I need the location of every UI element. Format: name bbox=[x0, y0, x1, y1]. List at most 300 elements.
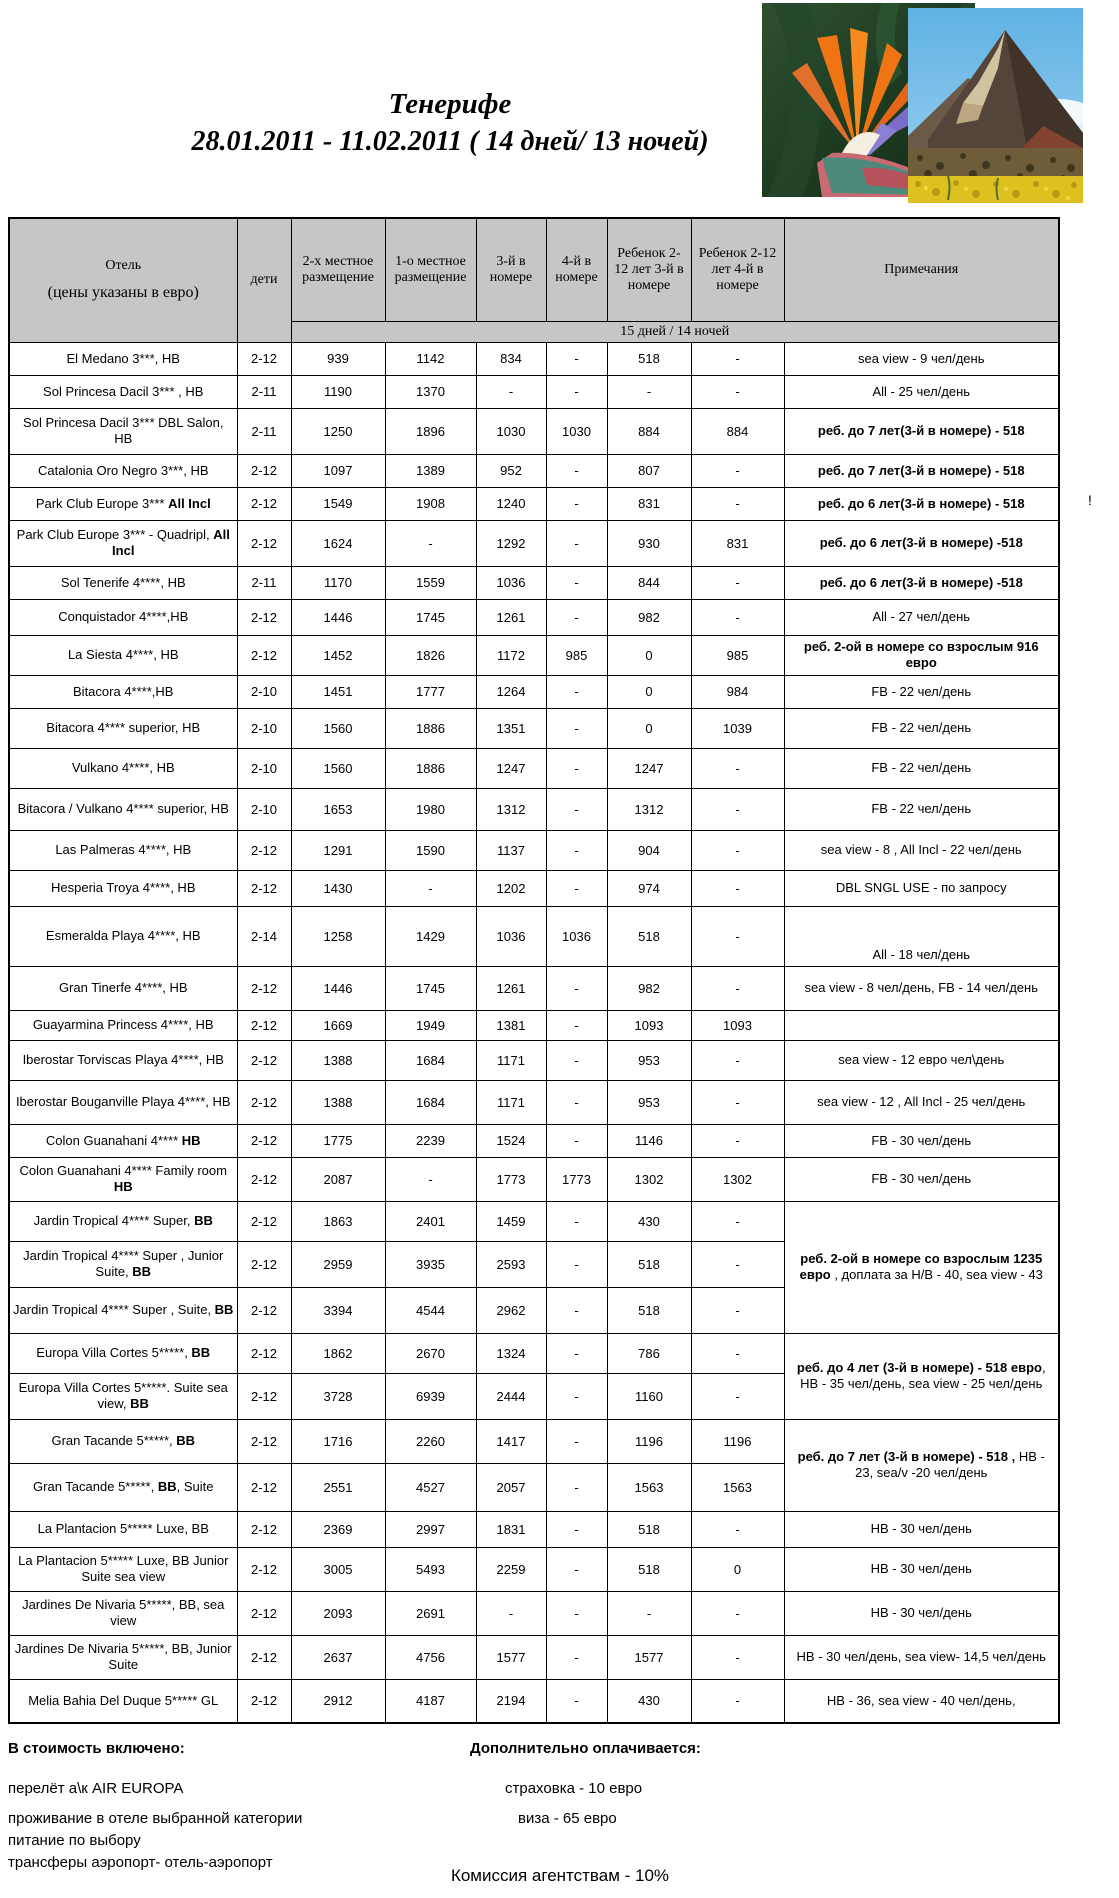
price-cell: 518 bbox=[607, 342, 691, 375]
hotel-cell: Colon Guanahani 4**** Family room HB bbox=[9, 1157, 237, 1201]
price-cell: 807 bbox=[607, 454, 691, 487]
hotel-cell: Europa Villa Cortes 5*****, BB bbox=[9, 1333, 237, 1373]
price-cell: 1563 bbox=[607, 1463, 691, 1511]
column-header-hotel: Отель (цены указаны в евро) bbox=[9, 218, 237, 342]
price-cell: 1777 bbox=[385, 675, 476, 708]
price-cell: - bbox=[546, 1419, 607, 1463]
note-cell: FB - 30 чел/день bbox=[784, 1157, 1059, 1201]
price-cell: 3394 bbox=[291, 1287, 385, 1333]
price-cell: - bbox=[691, 1373, 784, 1419]
price-cell: - bbox=[546, 1463, 607, 1511]
kids-age-cell: 2-12 bbox=[237, 1463, 291, 1511]
kids-age-cell: 2-12 bbox=[237, 454, 291, 487]
kids-age-cell: 2-11 bbox=[237, 566, 291, 599]
price-cell: - bbox=[546, 1241, 607, 1287]
price-cell: 3935 bbox=[385, 1241, 476, 1287]
note-cell: HB - 30 чел/день bbox=[784, 1511, 1059, 1547]
price-cell: 4756 bbox=[385, 1635, 476, 1679]
price-cell: 952 bbox=[476, 454, 546, 487]
hotel-cell: Las Palmeras 4****, HB bbox=[9, 830, 237, 870]
column-header-third: 3-й в номере bbox=[476, 218, 546, 321]
price-cell: 953 bbox=[607, 1080, 691, 1124]
price-cell: 1250 bbox=[291, 408, 385, 454]
hotel-cell: Jardines De Nivaria 5*****, BB, sea view bbox=[9, 1591, 237, 1635]
note-cell: реб. до 6 лет(3-й в номере) -518 bbox=[784, 520, 1059, 566]
price-cell: 4544 bbox=[385, 1287, 476, 1333]
hotel-cell: Europa Villa Cortes 5*****. Suite sea view, BB bbox=[9, 1373, 237, 1419]
price-cell: - bbox=[546, 1373, 607, 1419]
kids-age-cell: 2-12 bbox=[237, 1591, 291, 1635]
price-cell: 1389 bbox=[385, 454, 476, 487]
price-cell: 1171 bbox=[476, 1080, 546, 1124]
column-header-kids: дети bbox=[237, 218, 291, 342]
price-cell: 930 bbox=[607, 520, 691, 566]
price-cell: 985 bbox=[691, 635, 784, 675]
price-cell: - bbox=[691, 454, 784, 487]
price-cell: - bbox=[385, 870, 476, 906]
price-cell: 939 bbox=[291, 342, 385, 375]
hotel-cell: Bitacora 4****,HB bbox=[9, 675, 237, 708]
price-cell: 1097 bbox=[291, 454, 385, 487]
note-cell: sea view - 12 евро чел\день bbox=[784, 1040, 1059, 1080]
price-cell: 1459 bbox=[476, 1201, 546, 1241]
price-cell: - bbox=[546, 1635, 607, 1679]
table-row bbox=[9, 408, 1059, 454]
price-cell: 0 bbox=[691, 1547, 784, 1591]
price-cell: - bbox=[546, 1333, 607, 1373]
price-cell: 1826 bbox=[385, 635, 476, 675]
price-cell: - bbox=[691, 1040, 784, 1080]
price-cell: 985 bbox=[546, 635, 607, 675]
price-cell: - bbox=[546, 1124, 607, 1157]
note-cell: sea view - 9 чел/день bbox=[784, 342, 1059, 375]
column-header-child4: Ребенок 2-12 лет 4-й в номере bbox=[691, 218, 784, 321]
hotel-cell: El Medano 3***, HB bbox=[9, 342, 237, 375]
table-row bbox=[9, 342, 1059, 375]
table-body bbox=[9, 342, 1059, 1723]
price-cell: 982 bbox=[607, 599, 691, 635]
price-cell: 1590 bbox=[385, 830, 476, 870]
hotel-cell: Jardin Tropical 4**** Super , Suite, BB bbox=[9, 1287, 237, 1333]
price-cell: 982 bbox=[607, 966, 691, 1010]
price-cell: - bbox=[691, 599, 784, 635]
price-cell: - bbox=[691, 487, 784, 520]
extra-item-visa: виза - 65 евро bbox=[518, 1810, 617, 1827]
note-cell: FB - 22 чел/день bbox=[784, 675, 1059, 708]
price-cell: - bbox=[691, 1679, 784, 1723]
extra-item-insurance: страховка - 10 евро bbox=[505, 1780, 643, 1797]
included-item-hotel: проживание в отеле выбранной категории bbox=[8, 1810, 303, 1827]
price-cell: - bbox=[546, 1511, 607, 1547]
price-cell: 1886 bbox=[385, 748, 476, 788]
price-cell: - bbox=[691, 830, 784, 870]
price-cell: 1773 bbox=[546, 1157, 607, 1201]
hotel-cell: La Plantacion 5***** Luxe, BB bbox=[9, 1511, 237, 1547]
price-cell: 1146 bbox=[607, 1124, 691, 1157]
price-cell: 3005 bbox=[291, 1547, 385, 1591]
kids-age-cell: 2-12 bbox=[237, 1333, 291, 1373]
price-cell: - bbox=[546, 1040, 607, 1080]
price-cell: 5493 bbox=[385, 1547, 476, 1591]
note-cell: HB - 30 чел/день bbox=[784, 1591, 1059, 1635]
price-cell: - bbox=[691, 1124, 784, 1157]
hotel-cell: La Siesta 4****, HB bbox=[9, 635, 237, 675]
note-cell: sea view - 8 чел/день, FB - 14 чел/день bbox=[784, 966, 1059, 1010]
price-cell: 1030 bbox=[476, 408, 546, 454]
kids-age-cell: 2-11 bbox=[237, 408, 291, 454]
kids-age-cell: 2-10 bbox=[237, 675, 291, 708]
price-cell: 1312 bbox=[476, 788, 546, 830]
price-cell: 1172 bbox=[476, 635, 546, 675]
price-cell: 1446 bbox=[291, 599, 385, 635]
price-cell: 844 bbox=[607, 566, 691, 599]
table-row bbox=[9, 1511, 1059, 1547]
price-cell: 1684 bbox=[385, 1040, 476, 1080]
note-cell: реб. до 7 лет (3-й в номере) - 518 , HB - 23, sea/v -20 чел/день bbox=[784, 1419, 1059, 1511]
price-cell: - bbox=[546, 1010, 607, 1040]
note-cell: All - 25 чел/день bbox=[784, 375, 1059, 408]
table-row bbox=[9, 675, 1059, 708]
price-cell: 1351 bbox=[476, 708, 546, 748]
price-cell: 1559 bbox=[385, 566, 476, 599]
kids-age-cell: 2-12 bbox=[237, 1080, 291, 1124]
kids-age-cell: 2-10 bbox=[237, 708, 291, 748]
hotel-cell: Sol Tenerife 4****, HB bbox=[9, 566, 237, 599]
column-header-double: 2-х местное размещение bbox=[291, 218, 385, 321]
price-cell: 518 bbox=[607, 1287, 691, 1333]
price-cell: 2194 bbox=[476, 1679, 546, 1723]
price-cell: - bbox=[691, 342, 784, 375]
note-cell: реб. до 6 лет(3-й в номере) - 518 bbox=[784, 487, 1059, 520]
table-header bbox=[9, 218, 1059, 342]
teide-mountain-photo bbox=[908, 8, 1083, 203]
kids-age-cell: 2-12 bbox=[237, 966, 291, 1010]
price-cell: 1775 bbox=[291, 1124, 385, 1157]
price-cell: 1247 bbox=[607, 748, 691, 788]
price-cell: 1863 bbox=[291, 1201, 385, 1241]
price-cell: 2093 bbox=[291, 1591, 385, 1635]
note-cell: реб. до 4 лет (3-й в номере) - 518 евро, HB - 35 чел/день, sea view - 25 чел/день bbox=[784, 1333, 1059, 1419]
price-cell: 1381 bbox=[476, 1010, 546, 1040]
price-cell: 1452 bbox=[291, 635, 385, 675]
price-cell: 0 bbox=[607, 635, 691, 675]
price-cell: - bbox=[476, 375, 546, 408]
price-cell: - bbox=[691, 1511, 784, 1547]
note-cell: sea view - 12 , All Incl - 25 чел/день bbox=[784, 1080, 1059, 1124]
price-cell: - bbox=[607, 375, 691, 408]
note-cell: All - 18 чел/день bbox=[784, 906, 1059, 966]
price-cell: 430 bbox=[607, 1201, 691, 1241]
price-cell: 0 bbox=[607, 675, 691, 708]
price-cell: - bbox=[546, 1679, 607, 1723]
price-cell: 6939 bbox=[385, 1373, 476, 1419]
price-cell: 2087 bbox=[291, 1157, 385, 1201]
price-cell: 1684 bbox=[385, 1080, 476, 1124]
price-cell: - bbox=[546, 375, 607, 408]
price-cell: - bbox=[691, 1333, 784, 1373]
price-cell: 1669 bbox=[291, 1010, 385, 1040]
kids-age-cell: 2-10 bbox=[237, 748, 291, 788]
price-cell: 518 bbox=[607, 906, 691, 966]
price-cell: 430 bbox=[607, 1679, 691, 1723]
price-cell: 2593 bbox=[476, 1241, 546, 1287]
hotel-cell: Bitacora 4**** superior, HB bbox=[9, 708, 237, 748]
price-cell: 518 bbox=[607, 1511, 691, 1547]
table-row bbox=[9, 966, 1059, 1010]
extra-title: Дополнительно оплачивается: bbox=[470, 1740, 701, 1757]
kids-age-cell: 2-12 bbox=[237, 1679, 291, 1723]
hotel-cell: Conquistador 4****,HB bbox=[9, 599, 237, 635]
price-cell: 2369 bbox=[291, 1511, 385, 1547]
note-cell: FB - 22 чел/день bbox=[784, 788, 1059, 830]
price-cell: 1039 bbox=[691, 708, 784, 748]
price-cell: 1170 bbox=[291, 566, 385, 599]
hotel-cell: Vulkano 4****, HB bbox=[9, 748, 237, 788]
table-row bbox=[9, 1201, 1059, 1241]
price-cell: 1831 bbox=[476, 1511, 546, 1547]
table-row bbox=[9, 1040, 1059, 1080]
price-cell: 1261 bbox=[476, 599, 546, 635]
note-cell: реб. 2-ой в номере со взрослым 916 евро bbox=[784, 635, 1059, 675]
price-cell: 1451 bbox=[291, 675, 385, 708]
note-cell: All - 27 чел/день bbox=[784, 599, 1059, 635]
kids-age-cell: 2-12 bbox=[237, 1419, 291, 1463]
price-cell: 1549 bbox=[291, 487, 385, 520]
kids-age-cell: 2-12 bbox=[237, 342, 291, 375]
kids-age-cell: 2-12 bbox=[237, 830, 291, 870]
price-cell: - bbox=[546, 748, 607, 788]
price-cell: 1258 bbox=[291, 906, 385, 966]
kids-age-cell: 2-12 bbox=[237, 635, 291, 675]
price-cell: - bbox=[691, 1635, 784, 1679]
note-cell: реб. до 7 лет(3-й в номере) - 518 bbox=[784, 454, 1059, 487]
price-table bbox=[8, 217, 1060, 1724]
column-header-notes: Примечания bbox=[784, 218, 1059, 321]
price-cell: 1430 bbox=[291, 870, 385, 906]
table-row bbox=[9, 487, 1059, 520]
price-cell: 1324 bbox=[476, 1333, 546, 1373]
note-cell: sea view - 8 , All Incl - 22 чел/день bbox=[784, 830, 1059, 870]
price-cell: - bbox=[691, 966, 784, 1010]
price-cell: 1093 bbox=[691, 1010, 784, 1040]
price-cell: - bbox=[546, 1287, 607, 1333]
kids-age-cell: 2-12 bbox=[237, 870, 291, 906]
table-row bbox=[9, 520, 1059, 566]
price-cell: 1624 bbox=[291, 520, 385, 566]
price-cell: - bbox=[691, 566, 784, 599]
table-row bbox=[9, 708, 1059, 748]
hotel-cell: Bitacora / Vulkano 4**** superior, HB bbox=[9, 788, 237, 830]
hotel-cell: La Plantacion 5***** Luxe, BB Junior Suite sea view bbox=[9, 1547, 237, 1591]
note-cell: реб. 2-ой в номере со взрослым 1235 евро , доплата за Н/В - 40, sea view - 43 bbox=[784, 1201, 1059, 1333]
table-row bbox=[9, 830, 1059, 870]
kids-age-cell: 2-12 bbox=[237, 1157, 291, 1201]
price-cell: 1202 bbox=[476, 870, 546, 906]
price-cell: 2691 bbox=[385, 1591, 476, 1635]
price-cell: 831 bbox=[691, 520, 784, 566]
price-cell: 974 bbox=[607, 870, 691, 906]
price-cell: - bbox=[546, 1591, 607, 1635]
hotel-cell: Park Club Europe 3*** All Incl bbox=[9, 487, 237, 520]
price-cell: 1160 bbox=[607, 1373, 691, 1419]
price-cell: - bbox=[691, 375, 784, 408]
kids-age-cell: 2-12 bbox=[237, 1373, 291, 1419]
price-cell: - bbox=[476, 1591, 546, 1635]
price-cell: 1745 bbox=[385, 599, 476, 635]
hotel-cell: Park Club Europe 3*** - Quadripl, All Incl bbox=[9, 520, 237, 566]
price-cell: - bbox=[691, 906, 784, 966]
price-cell: 831 bbox=[607, 487, 691, 520]
price-cell: - bbox=[691, 1080, 784, 1124]
price-cell: - bbox=[546, 675, 607, 708]
price-cell: 984 bbox=[691, 675, 784, 708]
price-cell: - bbox=[546, 870, 607, 906]
price-cell: 4187 bbox=[385, 1679, 476, 1723]
hotel-cell: Guayarmina Princess 4****, HB bbox=[9, 1010, 237, 1040]
price-cell: 2912 bbox=[291, 1679, 385, 1723]
kids-age-cell: 2-11 bbox=[237, 375, 291, 408]
price-cell: 884 bbox=[607, 408, 691, 454]
included-item-transfers: трансферы аэропорт- отель-аэропорт bbox=[8, 1854, 273, 1871]
price-cell: 1030 bbox=[546, 408, 607, 454]
price-cell: 2444 bbox=[476, 1373, 546, 1419]
note-cell: реб. до 6 лет(3-й в номере) -518 bbox=[784, 566, 1059, 599]
price-cell: 1264 bbox=[476, 675, 546, 708]
price-cell: 2259 bbox=[476, 1547, 546, 1591]
price-cell: - bbox=[691, 1241, 784, 1287]
price-cell: - bbox=[546, 1080, 607, 1124]
price-cell: 1171 bbox=[476, 1040, 546, 1080]
table-row bbox=[9, 748, 1059, 788]
price-cell: 1302 bbox=[607, 1157, 691, 1201]
price-cell: 2260 bbox=[385, 1419, 476, 1463]
price-cell: - bbox=[546, 788, 607, 830]
price-cell: 1886 bbox=[385, 708, 476, 748]
hotel-cell: Melia Bahia Del Duque 5***** GL bbox=[9, 1679, 237, 1723]
table-row bbox=[9, 870, 1059, 906]
hotel-cell: Iberostar Torviscas Playa 4****, HB bbox=[9, 1040, 237, 1080]
table-row bbox=[9, 1635, 1059, 1679]
price-cell: 1036 bbox=[476, 906, 546, 966]
kids-age-cell: 2-12 bbox=[237, 1040, 291, 1080]
price-cell: 1653 bbox=[291, 788, 385, 830]
hotel-cell: Gran Tacande 5*****, BB bbox=[9, 1419, 237, 1463]
price-cell: 2551 bbox=[291, 1463, 385, 1511]
price-cell: 1302 bbox=[691, 1157, 784, 1201]
price-cell: - bbox=[691, 788, 784, 830]
hotel-cell: Jardines De Nivaria 5*****, BB, Junior Suite bbox=[9, 1635, 237, 1679]
kids-age-cell: 2-12 bbox=[237, 1241, 291, 1287]
kids-age-cell: 2-12 bbox=[237, 520, 291, 566]
hotel-cell: Gran Tacande 5*****, BB, Suite bbox=[9, 1463, 237, 1511]
price-cell: 1312 bbox=[607, 788, 691, 830]
kids-age-cell: 2-12 bbox=[237, 487, 291, 520]
price-cell: - bbox=[546, 599, 607, 635]
table-row bbox=[9, 454, 1059, 487]
date-range: 28.01.2011 - 11.02.2011 ( 14 дней/ 13 ночей) bbox=[191, 126, 709, 157]
destination-title: Тенерифе bbox=[388, 88, 512, 120]
price-cell: 834 bbox=[476, 342, 546, 375]
column-header-fourth: 4-й в номере bbox=[546, 218, 607, 321]
price-cell: 1862 bbox=[291, 1333, 385, 1373]
price-cell: 1908 bbox=[385, 487, 476, 520]
price-cell: - bbox=[546, 830, 607, 870]
price-cell: - bbox=[691, 870, 784, 906]
table-row bbox=[9, 1333, 1059, 1373]
note-cell: FB - 22 чел/день bbox=[784, 748, 1059, 788]
kids-age-cell: 2-12 bbox=[237, 599, 291, 635]
price-cell: 1577 bbox=[476, 1635, 546, 1679]
table-row bbox=[9, 1010, 1059, 1040]
kids-age-cell: 2-12 bbox=[237, 1547, 291, 1591]
table-row bbox=[9, 635, 1059, 675]
price-cell: 1524 bbox=[476, 1124, 546, 1157]
table-row bbox=[9, 788, 1059, 830]
price-cell: 1196 bbox=[691, 1419, 784, 1463]
price-cell: 1429 bbox=[385, 906, 476, 966]
price-cell: 1370 bbox=[385, 375, 476, 408]
kids-age-cell: 2-10 bbox=[237, 788, 291, 830]
price-cell: 1247 bbox=[476, 748, 546, 788]
note-cell bbox=[784, 1010, 1059, 1040]
exclamation-mark: ! bbox=[1088, 492, 1092, 508]
hotel-cell: Hesperia Troya 4****, HB bbox=[9, 870, 237, 906]
price-cell: - bbox=[691, 1287, 784, 1333]
included-item-flight: перелёт а\к AIR EUROPA bbox=[8, 1780, 184, 1797]
hotel-cell: Esmeralda Playa 4****, HB bbox=[9, 906, 237, 966]
table-row bbox=[9, 1547, 1059, 1591]
price-cell: 904 bbox=[607, 830, 691, 870]
hotel-cell: Colon Guanahani 4**** HB bbox=[9, 1124, 237, 1157]
kids-age-cell: 2-14 bbox=[237, 906, 291, 966]
included-title: В стоимость включено: bbox=[8, 1740, 185, 1757]
price-cell: 1388 bbox=[291, 1040, 385, 1080]
hotel-cell: Iberostar Bouganville Playa 4****, HB bbox=[9, 1080, 237, 1124]
hotel-cell: Jardin Tropical 4**** Super , Junior Suite, BB bbox=[9, 1241, 237, 1287]
price-cell: - bbox=[691, 748, 784, 788]
table-row bbox=[9, 1124, 1059, 1157]
price-cell: 2997 bbox=[385, 1511, 476, 1547]
hotel-cell: Catalonia Oro Negro 3***, HB bbox=[9, 454, 237, 487]
price-cell: 1563 bbox=[691, 1463, 784, 1511]
price-cell: 1949 bbox=[385, 1010, 476, 1040]
price-cell: 1036 bbox=[476, 566, 546, 599]
note-cell: реб. до 7 лет(3-й в номере) - 518 bbox=[784, 408, 1059, 454]
price-cell: - bbox=[546, 1201, 607, 1241]
price-cell: 1292 bbox=[476, 520, 546, 566]
price-cell: 953 bbox=[607, 1040, 691, 1080]
price-cell: 3728 bbox=[291, 1373, 385, 1419]
hotel-cell: Sol Princesa Dacil 3*** , HB bbox=[9, 375, 237, 408]
kids-age-cell: 2-12 bbox=[237, 1201, 291, 1241]
table-row bbox=[9, 599, 1059, 635]
note-cell: FB - 22 чел/день bbox=[784, 708, 1059, 748]
price-cell: 1716 bbox=[291, 1419, 385, 1463]
note-cell: FB - 30 чел/день bbox=[784, 1124, 1059, 1157]
price-cell: 2962 bbox=[476, 1287, 546, 1333]
price-cell: 1291 bbox=[291, 830, 385, 870]
hotel-cell: Sol Princesa Dacil 3*** DBL Salon, HB bbox=[9, 408, 237, 454]
price-cell: - bbox=[385, 520, 476, 566]
price-cell: 786 bbox=[607, 1333, 691, 1373]
price-cell: 0 bbox=[607, 708, 691, 748]
price-cell: - bbox=[385, 1157, 476, 1201]
price-cell: 1560 bbox=[291, 748, 385, 788]
price-cell: 1036 bbox=[546, 906, 607, 966]
table-row bbox=[9, 566, 1059, 599]
price-cell: 884 bbox=[691, 408, 784, 454]
price-cell: 2239 bbox=[385, 1124, 476, 1157]
